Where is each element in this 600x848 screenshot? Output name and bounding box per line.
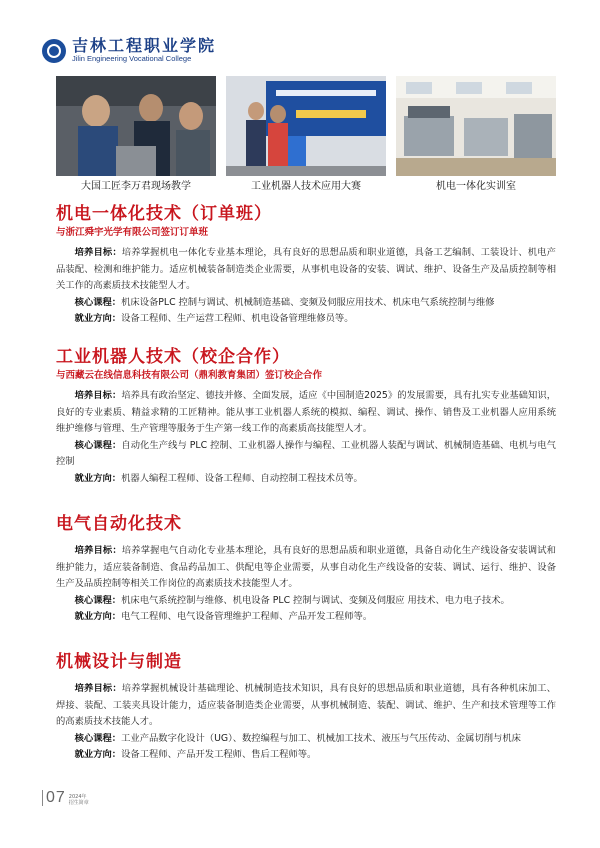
photo-row — [56, 76, 556, 193]
program-title: 电气自动化技术 — [56, 514, 182, 534]
program-section-robotics — [56, 346, 556, 487]
career-direction: 就业方向：机器人编程工程师、设备工程师、自动控制工程技术员等。 — [74, 472, 363, 484]
training-goal: 培养目标：培养掌握电气自动化专业基本理论，具有良好的思想品质和职业道德，具备自动化生产线设备安装调试和维护能力，适应装备制造、食品药品加工、供配电等企业需要，从事自动化生产线设备的安装、调试、运行、维护、设备生产及品质控制等相关工作岗位的高素质技术技能型人才。 — [56, 545, 556, 589]
program-subtitle: 与浙江舜宇光学有限公司签订订单班 — [56, 227, 209, 238]
program-section-mechatronics — [56, 203, 556, 328]
page-footer — [42, 790, 89, 806]
core-courses: 核心课程：机床电气系统控制与维修、机电设备 PLC 控制与调试、变频及伺服应 用技术、电力电子技术。 — [74, 594, 510, 606]
photo-robot-competition — [226, 76, 386, 176]
school-english-name: Jilin Engineering Vocational College — [72, 54, 192, 63]
program-section-electrical-automation — [56, 513, 556, 626]
program-title: 机电一体化技术（订单班） — [56, 204, 272, 224]
photo-caption: 大国工匠李万君现场教学 — [81, 181, 191, 192]
page-number: 07 — [42, 790, 66, 806]
page-header — [42, 38, 216, 63]
core-courses: 核心课程：工业产品数字化设计（UG）、数控编程与加工、机械加工技术、液压与气压传动、金属切削与机床 — [74, 732, 521, 744]
school-logo-icon — [42, 39, 66, 63]
training-goal: 培养目标：培养掌握机电一体化专业基本理论，具有良好的思想品质和职业道德，具备工艺编制、工装设计、机电产品装配、检测和维护能力。适应机械装备制造类企业需要，从事机电设备的安装、调试、维护、设备生产及品质控制等相关工作的高素质技术技能型人才。 — [56, 247, 556, 291]
career-direction: 就业方向：电气工程师、电气设备管理维护工程师、产品开发工程师等。 — [74, 611, 373, 622]
program-section-mechanical-design — [56, 651, 556, 764]
photo-caption: 工业机器人技术应用大赛 — [251, 181, 361, 192]
training-goal: 培养目标：培养具有政治坚定、德技并修、全面发展，适应《中国制造2025》的发展需要，具有扎实专业基础知识，良好的专业素质、精益求精的工匠精神。能从事工业机器人系统的模拟、编程、调试、操作、销售及工业机器人应用系统维护维修与管理、生产管理等服务于生产第一线工作的高素质高技能型人才。 — [56, 390, 556, 434]
photo-training-room — [396, 76, 556, 176]
photo-caption: 机电一体化实训室 — [436, 181, 516, 192]
school-name: 吉林工程职业学院 — [72, 36, 217, 55]
program-title: 机械设计与制造 — [56, 652, 182, 672]
photo-card — [396, 76, 556, 193]
program-subtitle: 与西藏云在线信息科技有限公司（鼎利教育集团）签订校企合作 — [56, 370, 323, 381]
footer-year: 2024年 — [68, 794, 87, 800]
photo-card — [226, 76, 386, 193]
photo-workshop-teaching — [56, 76, 216, 176]
core-courses: 核心课程：自动化生产线与 PLC 控制、工业机器人操作与编程、工业机器人装配与调试、机械制造基础、电机与电气控制 — [56, 439, 556, 467]
career-direction: 就业方向：设备工程师、生产运营工程师、机电设备管理维修员等。 — [74, 313, 354, 324]
footer-brochure-label: 招生简章 — [68, 800, 89, 806]
photo-card — [56, 76, 216, 193]
training-goal: 培养目标：培养掌握机械设计基础理论、机械制造技术知识，具有良好的思想品质和职业道德，具有各种机床加工、焊接、装配、工装夹具设计能力，适应装备制造类企业需要，从事机械制造、装配、调试、维护、生产和技术管理等工作的高素质技术技能人才。 — [56, 683, 556, 727]
core-courses: 核心课程：机床设备PLC 控制与调试、机械制造基础、变频及伺服应用技术、机床电气系统控制与维修 — [74, 296, 495, 308]
career-direction: 就业方向：设备工程师、产品开发工程师、售后工程师等。 — [74, 749, 317, 760]
program-title: 工业机器人技术（校企合作） — [56, 347, 290, 367]
